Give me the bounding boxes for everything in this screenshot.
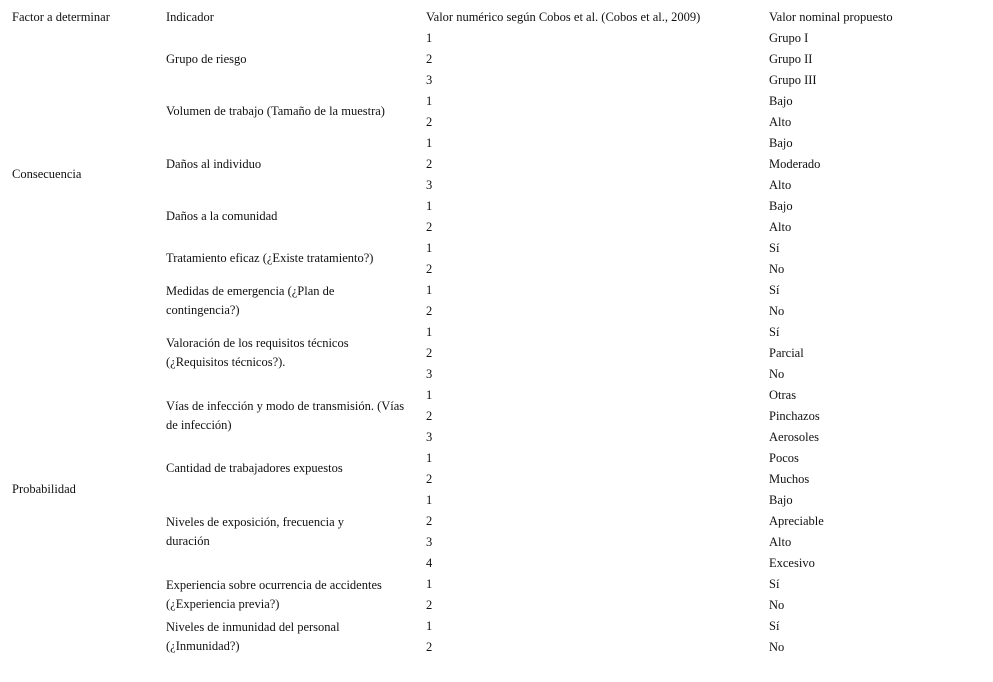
- numeric-value-cell: 3: [426, 367, 433, 381]
- numeric-value-cell: 1: [426, 577, 433, 591]
- numeric-value-cell: 1: [426, 94, 433, 108]
- nominal-value-cell: Sí: [769, 283, 780, 297]
- numeric-value-cell: 2: [426, 598, 433, 612]
- numeric-value-cell: 2: [426, 157, 433, 171]
- nominal-value-cell: Excesivo: [769, 556, 815, 570]
- numeric-value-cell: 1: [426, 283, 433, 297]
- factor-probabilidad: Probabilidad: [12, 482, 76, 496]
- nominal-value-cell: Alto: [769, 535, 792, 549]
- indicator-requisitos-tecnicos: Valoración de los requisitos técnicos (¿Requisitos técnicos?).: [166, 336, 349, 369]
- indicator-inmunidad-personal: Niveles de inmunidad del personal (¿Inmunidad?): [166, 620, 340, 653]
- numeric-value-cell: 1: [426, 136, 433, 150]
- indicator-cantidad-trabajadores: Cantidad de trabajadores expuestos: [166, 461, 343, 475]
- nominal-value-cell: Sí: [769, 241, 780, 255]
- numeric-value-cell: 2: [426, 514, 433, 528]
- indicator-tratamiento-eficaz: Tratamiento eficaz (¿Existe tratamiento?): [166, 251, 374, 265]
- nominal-value-cell: Apreciable: [769, 514, 824, 528]
- nominal-value-cell: Bajo: [769, 493, 793, 507]
- nominal-value-cell: Aerosoles: [769, 430, 819, 444]
- header-indicator: Indicador: [166, 10, 214, 24]
- indicator-vias-infeccion: Vías de infección y modo de transmisión. (Vías de infección): [166, 399, 405, 432]
- nominal-value-cell: No: [769, 598, 785, 612]
- factor-consecuencia: Consecuencia: [12, 167, 82, 181]
- nominal-value-cell: Sí: [769, 577, 780, 591]
- nominal-value-cell: Alto: [769, 220, 792, 234]
- indicator-volumen-trabajo: Volumen de trabajo (Tamaño de la muestra): [166, 104, 385, 118]
- numeric-value-cell: 4: [426, 556, 433, 570]
- numeric-value-cell: 1: [426, 493, 433, 507]
- indicator-medidas-emergencia: Medidas de emergencia (¿Plan de contingencia?): [166, 284, 335, 317]
- numeric-value-cell: 2: [426, 472, 433, 486]
- nominal-value-cell: Grupo III: [769, 73, 817, 87]
- numeric-value-cell: 1: [426, 241, 433, 255]
- numeric-value-cell: 2: [426, 346, 433, 360]
- nominal-value-cell: Parcial: [769, 346, 804, 360]
- indicator-danos-comunidad: Daños a la comunidad: [166, 209, 278, 223]
- nominal-value-cell: No: [769, 304, 785, 318]
- nominal-value-cell: No: [769, 640, 785, 654]
- numeric-value-cell: 1: [426, 325, 433, 339]
- numeric-value-cell: 1: [426, 619, 433, 633]
- nominal-value-cell: Bajo: [769, 199, 793, 213]
- nominal-value-cell: Alto: [769, 178, 792, 192]
- nominal-value-cell: Pocos: [769, 451, 799, 465]
- numeric-value-cell: 2: [426, 52, 433, 66]
- nominal-value-cell: No: [769, 367, 785, 381]
- nominal-value-cell: Bajo: [769, 136, 793, 150]
- numeric-value-cell: 2: [426, 304, 433, 318]
- header-numeric-value: Valor numérico según Cobos et al. (Cobos et al., 2009): [426, 10, 701, 24]
- numeric-value-cell: 2: [426, 220, 433, 234]
- header-nominal-value: Valor nominal propuesto: [769, 10, 893, 24]
- numeric-value-cell: 3: [426, 73, 433, 87]
- nominal-value-cell: Sí: [769, 619, 780, 633]
- nominal-value-cell: Pinchazos: [769, 409, 820, 423]
- numeric-value-cell: 2: [426, 262, 433, 276]
- numeric-value-cell: 3: [426, 430, 433, 444]
- numeric-value-cell: 2: [426, 115, 433, 129]
- nominal-value-cell: Otras: [769, 388, 797, 402]
- numeric-value-cell: 2: [426, 640, 433, 654]
- nominal-value-cell: Sí: [769, 325, 780, 339]
- nominal-value-cell: Grupo II: [769, 52, 813, 66]
- nominal-value-cell: Muchos: [769, 472, 810, 486]
- numeric-value-cell: 1: [426, 451, 433, 465]
- nominal-value-cell: Moderado: [769, 157, 821, 171]
- numeric-value-cell: 2: [426, 409, 433, 423]
- indicator-danos-individuo: Daños al individuo: [166, 157, 262, 171]
- indicator-niveles-exposicion: Niveles de exposición, frecuencia y duración: [166, 515, 345, 548]
- header-factor: Factor a determinar: [12, 10, 110, 24]
- numeric-value-cell: 3: [426, 535, 433, 549]
- nominal-value-cell: No: [769, 262, 785, 276]
- indicator-experiencia-accidentes: Experiencia sobre ocurrencia de accidentes (¿Experiencia previa?): [166, 578, 382, 611]
- numeric-value-cell: 1: [426, 199, 433, 213]
- numeric-value-cell: 3: [426, 178, 433, 192]
- nominal-value-cell: Bajo: [769, 94, 793, 108]
- nominal-value-cell: Grupo I: [769, 31, 809, 45]
- indicator-grupo-riesgo: Grupo de riesgo: [166, 52, 247, 66]
- nominal-value-cell: Alto: [769, 115, 792, 129]
- numeric-value-cell: 1: [426, 31, 433, 45]
- numeric-value-cell: 1: [426, 388, 433, 402]
